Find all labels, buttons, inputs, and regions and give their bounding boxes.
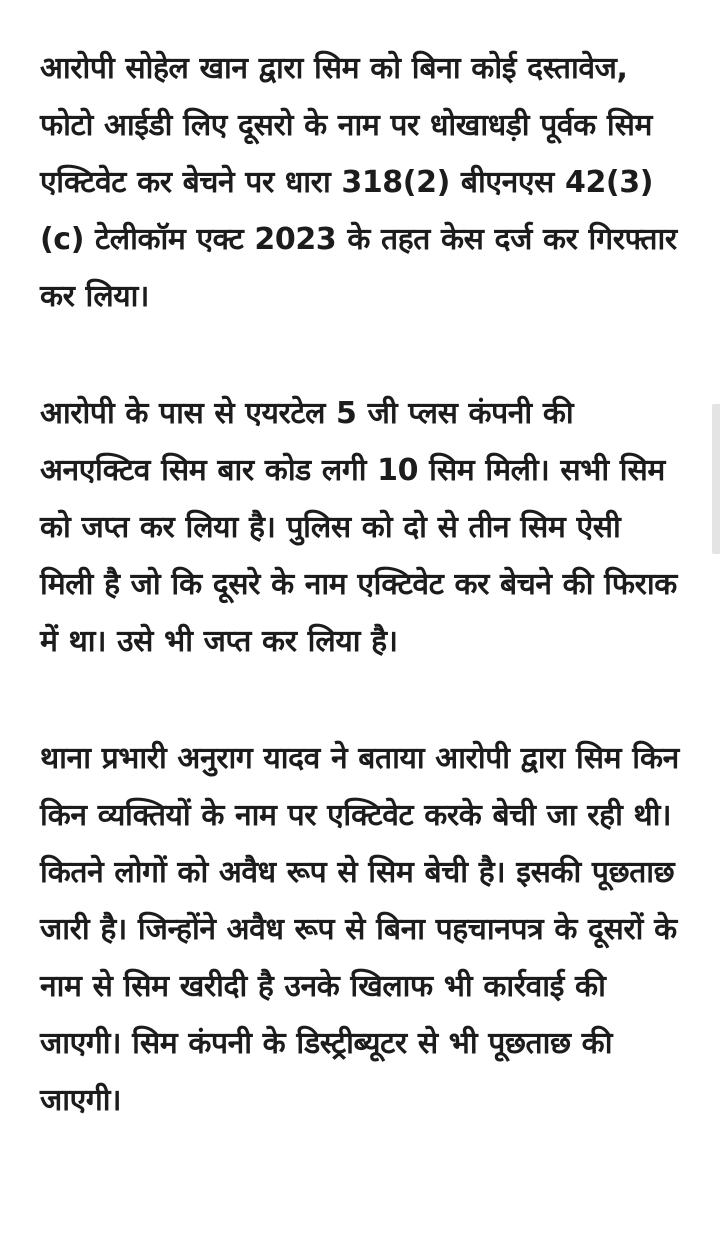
article-paragraph-2: आरोपी के पास से एयरटेल 5 जी प्लस कंपनी की अनएक्टिव सिम बार कोड लगी 10 सिम मिली। सभी सिम को जप्त कर लिया है। पुलिस को दो से तीन सिम ऐसी मिली है जो कि दूसरे के नाम एक्टिवेट कर बेचने की फिराक में था। उसे भी जप्त कर लिया है। [40, 396, 677, 659]
article-paragraph-3: थाना प्रभारी अनुराग यादव ने बताया आरोपी द्वारा सिम किन किन व्यक्तियों के नाम पर एक्टिवेट करके बेची जा रही थी। कितने लोगों को अवैध रूप से सिम बेची है। इसकी पूछताछ जारी है। जिन्होंने अवैध रूप से बिना पहचानपत्र के दूसरों के नाम से सिम खरीदी है उनके खिलाफ भी कार्रवाई की जाएगी। सिम कंपनी के डिस्ट्रीब्यूटर से भी पूछताछ की जाएगी। [40, 741, 679, 1118]
scrollbar-thumb[interactable] [712, 404, 720, 554]
article-body [40, 40, 680, 1129]
article-paragraph-1: आरोपी सोहेल खान द्वारा सिम को बिना कोई दस्तावेज, फोटो आईडी लिए दूसरो के नाम पर धोखाधड़ी पूर्वक सिम एक्टिवेट कर बेचने पर धारा 318(2) बीएनएस 42(3) (c) टेलीकॉम एक्ट 2023 के तहत केस दर्ज कर गिरफ्तार कर लिया। [40, 51, 677, 314]
